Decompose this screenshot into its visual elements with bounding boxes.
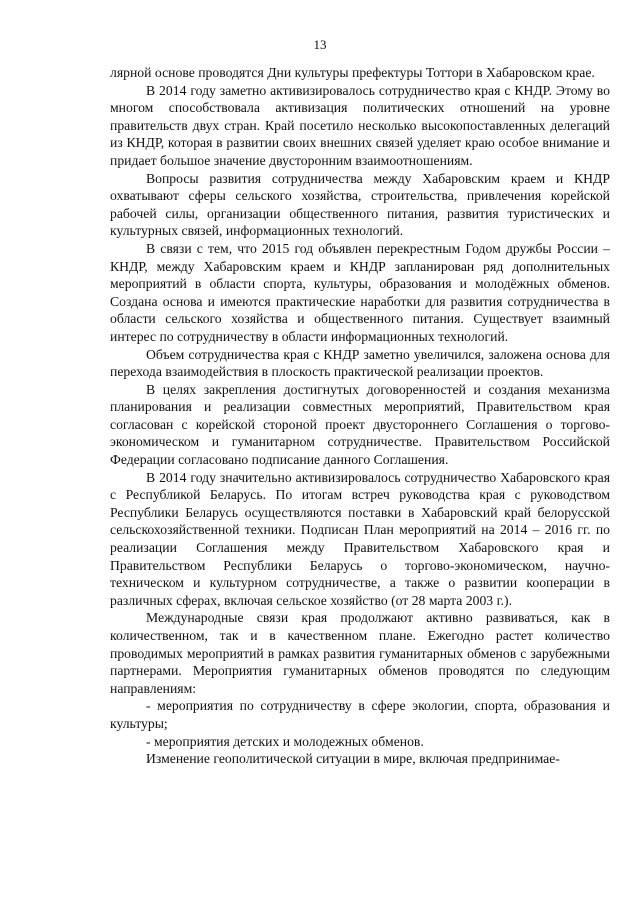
page-number: 13 xyxy=(313,37,327,52)
list-item-ecology-sport: - мероприятия по сотрудничеству в сфере экологии, спорта, образования и культуры; xyxy=(110,698,610,731)
paragraph-agreement: В целях закрепления достигнутых договоренностей и создания механизма планирования и реализации совместных мероприятий, Правительством края согласован с корейской стороной проект двустороннего Соглашения о торгово-экономическом и гуманитарном сотрудничестве. Правительством Российской Федерации согласовано подписание данного Соглашения. xyxy=(110,381,610,468)
list-item-youth-exchange: - мероприятия детских и молодежных обменов. xyxy=(146,733,424,749)
paragraph-belarus: В 2014 году значительно активизировалось сотрудничество Хабаровского края с Республикой Беларусь. По итогам встреч руководства края с руководством Республики Беларусь осуществляются поставки в Хабаровский край белорусской сельскохозяйственной техники. Подписан План мероприятий на 2014 – 2016 гг. по реализации Соглашения между Правительством Хабаровского края и Правительством Республики Беларусь о торгово-экономическом, научно-техническом и культурном сотрудничестве, а также о развитии кооперации в различных сферах, включая сельское хозяйство (от 28 марта 2003 г.). xyxy=(110,469,610,608)
paragraph-year-of-friendship: В связи с тем, что 2015 год объявлен перекрестным Годом дружбы России – КНДР, между Хабаровским краем и КНДР запланирован ряд дополнительных мероприятий в области спорта, культуры, образования и молодёжных обменов. Создана основа и имеются практические наработки для развития сотрудничества в области сельского хозяйства и общественного питания. Существует взаимный интерес по сотрудничеству в области информационных технологий. xyxy=(110,240,610,344)
body-text xyxy=(110,64,610,768)
paragraph-dprk-cooperation: В 2014 году заметно активизировалось сотрудничество края с КНДР. Этому во многом способствовала активизация политических отношений на уровне правительств двух стран. Край посетило несколько высокопоставленных делегаций из КНДР, которая в развитии своих внешних связей уделяет краю особое внимание и придает большое значение двусторонним взаимоотношениям. xyxy=(110,82,610,168)
paragraph-continuation: лярной основе проводятся Дни культуры префектуры Тоттори в Хабаровском крае. xyxy=(110,65,595,80)
paragraph-cooperation-volume: Объем сотрудничества края с КНДР заметно увеличился, заложена основа для перехода взаимодействия в плоскость практической реализации проектов. xyxy=(110,346,610,380)
paragraph-international-relations: Международные связи края продолжают активно развиваться, как в количественном, так и в качественном плане. Ежегодно растет количество проводимых мероприятий в рамках развития гуманитарных обменов с зарубежными партнерами. Мероприятия гуманитарных обменов проводятся по следующим направлениям: xyxy=(110,610,610,696)
paragraph-cooperation-areas: Вопросы развития сотрудничества между Хабаровским краем и КНДР охватывают сферы сельского хозяйства, строительства, привлечения корейской рабочей силы, организации общественного питания, развития туристических и культурных связей, информационных технологий. xyxy=(110,170,610,239)
paragraph-geopolitical: Изменение геополитической ситуации в мире, включая предпринимае- xyxy=(146,751,560,767)
